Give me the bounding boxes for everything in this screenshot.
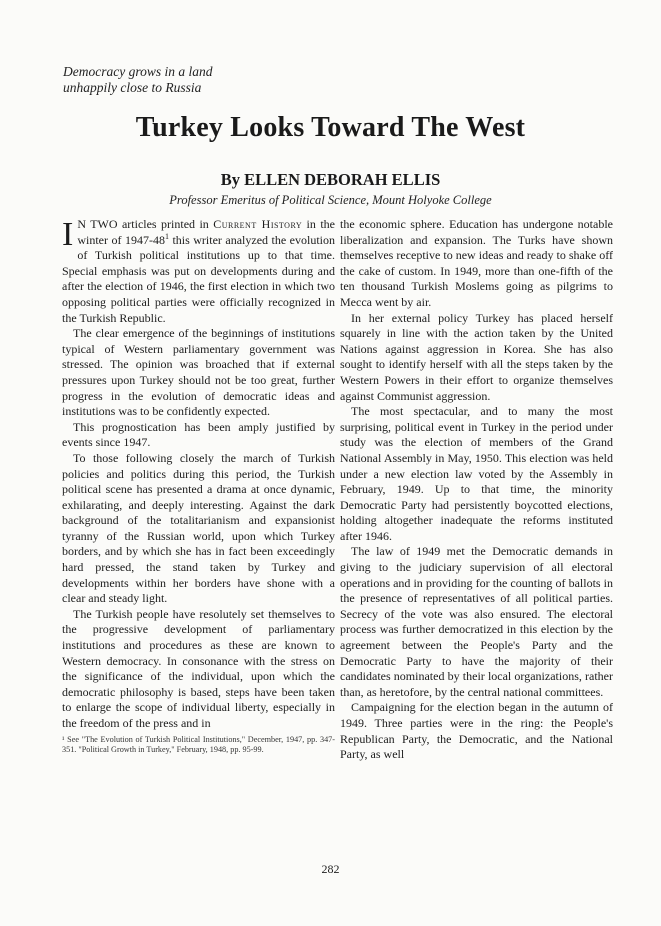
paragraph-8: The most spectacular, and to many the most surprising, political event in Turkey in the period under study was the election of members of the Grand National Assembly in May, 1950. This election was held under a new election law voted by the Assembly in February, 1949. Up to that time, the minority Democratic Party had persistently boycotted elections, holding altogether inadequate the reforms instituted after 1946. xyxy=(340,404,613,543)
author-affiliation: Professor Emeritus of Political Science, Mount Holyoke College xyxy=(169,193,492,207)
kicker-line-2: unhappily close to Russia xyxy=(63,80,202,95)
p1-rest: this writer analyzed the evolution of Turkish political institutions up to that time. Special emphasis was put on developments during and after the election of 1946, the first election in which two opposing political parties were officially recognized in the Turkish Republic. xyxy=(62,232,335,325)
drop-cap: I xyxy=(62,216,74,253)
article-title: Turkey Looks Toward The West xyxy=(135,112,526,143)
kicker-line-1: Democracy grows in a land xyxy=(63,64,213,79)
paragraph-4: To those following closely the march of Turkish policies and politics during this period, the Turkish political scene has presented a drama at once dynamic, exhilarating, and deeply interesting. Against the dark background of the totalitarianism and expansionist tyranny of the Russian world, upon which Turkey borders, and by which she has in fact been exceedingly hard pressed, the stand taken by Turkey and developments within her borders have shone with a clear and steady light. xyxy=(62,450,335,606)
paragraph-9: The law of 1949 met the Democratic demands in giving to the judiciary supervision of all electoral operations and in providing for the counting of ballots in the presence of representatives of all political parties. Secrecy of the vote was also ensured. The electoral process was further democratized in this election by the agreement between the People's Party and the Democratic Party to have the majority of their candidates nominated by their local organizations, rather than, as heretofore, by the central national committees. xyxy=(340,544,613,699)
column-left xyxy=(62,217,335,755)
paragraph-2: The clear emergence of the beginnings of institutions typical of Western parliamentary government was stressed. The opinion was broached that if external pressures upon Turkey should not be too great, further progress in the evolution of democratic ideas and institutions was to be confidently expected. xyxy=(62,326,335,419)
paragraph-10: Campaigning for the election began in the autumn of 1949. Three parties were in the ring: the People's Republican Party, the Democratic, and the National Party, as well xyxy=(340,700,613,762)
column-right xyxy=(340,217,613,763)
paragraph-5: The Turkish people have resolutely set themselves to the progressive development of parliamentary institutions and procedures as these are known to Western democracy. In consonance with the stress on the significance of the individual, upon which the democratic philosophy is based, steps have been taken to enlarge the scope of individual liberty, especially in the freedom of the press and in xyxy=(62,606,335,730)
page-number: 282 xyxy=(321,862,340,876)
footnote: ¹ See "The Evolution of Turkish Political Institutions," December, 1947, pp. 347-351. "Political Growth in Turkey," February, 1948, pp. 95-99. xyxy=(62,734,335,754)
paragraph-7: In her external policy Turkey has placed herself squarely in line with the action taken by the United Nations against aggression in Korea. She has also sought to identify herself with all the steps taken by the Western Powers in their effort to organize themselves against Communist aggression. xyxy=(340,310,613,403)
byline: By ELLEN DEBORAH ELLIS xyxy=(220,170,441,189)
paragraph-1 xyxy=(62,217,335,326)
paragraph-3: This prognostication has been amply justified by events since 1947. xyxy=(62,419,335,450)
kicker xyxy=(63,64,212,96)
p1-lead-a: N TWO articles printed in xyxy=(77,217,214,231)
paragraph-6: the economic sphere. Education has undergone notable liberalization and expansion. The Turks have shown themselves receptive to new ideas and ready to shake off the cake of custom. In 1949, more than one-fifth of the ten thousand Turkish Moslems going as pilgrims to Mecca went by air. xyxy=(340,217,613,309)
p1-lead-b: in the winter of 1947-48 xyxy=(77,217,335,247)
footnote-marker: 1 xyxy=(164,231,169,241)
journal-name: Current History xyxy=(213,217,303,231)
